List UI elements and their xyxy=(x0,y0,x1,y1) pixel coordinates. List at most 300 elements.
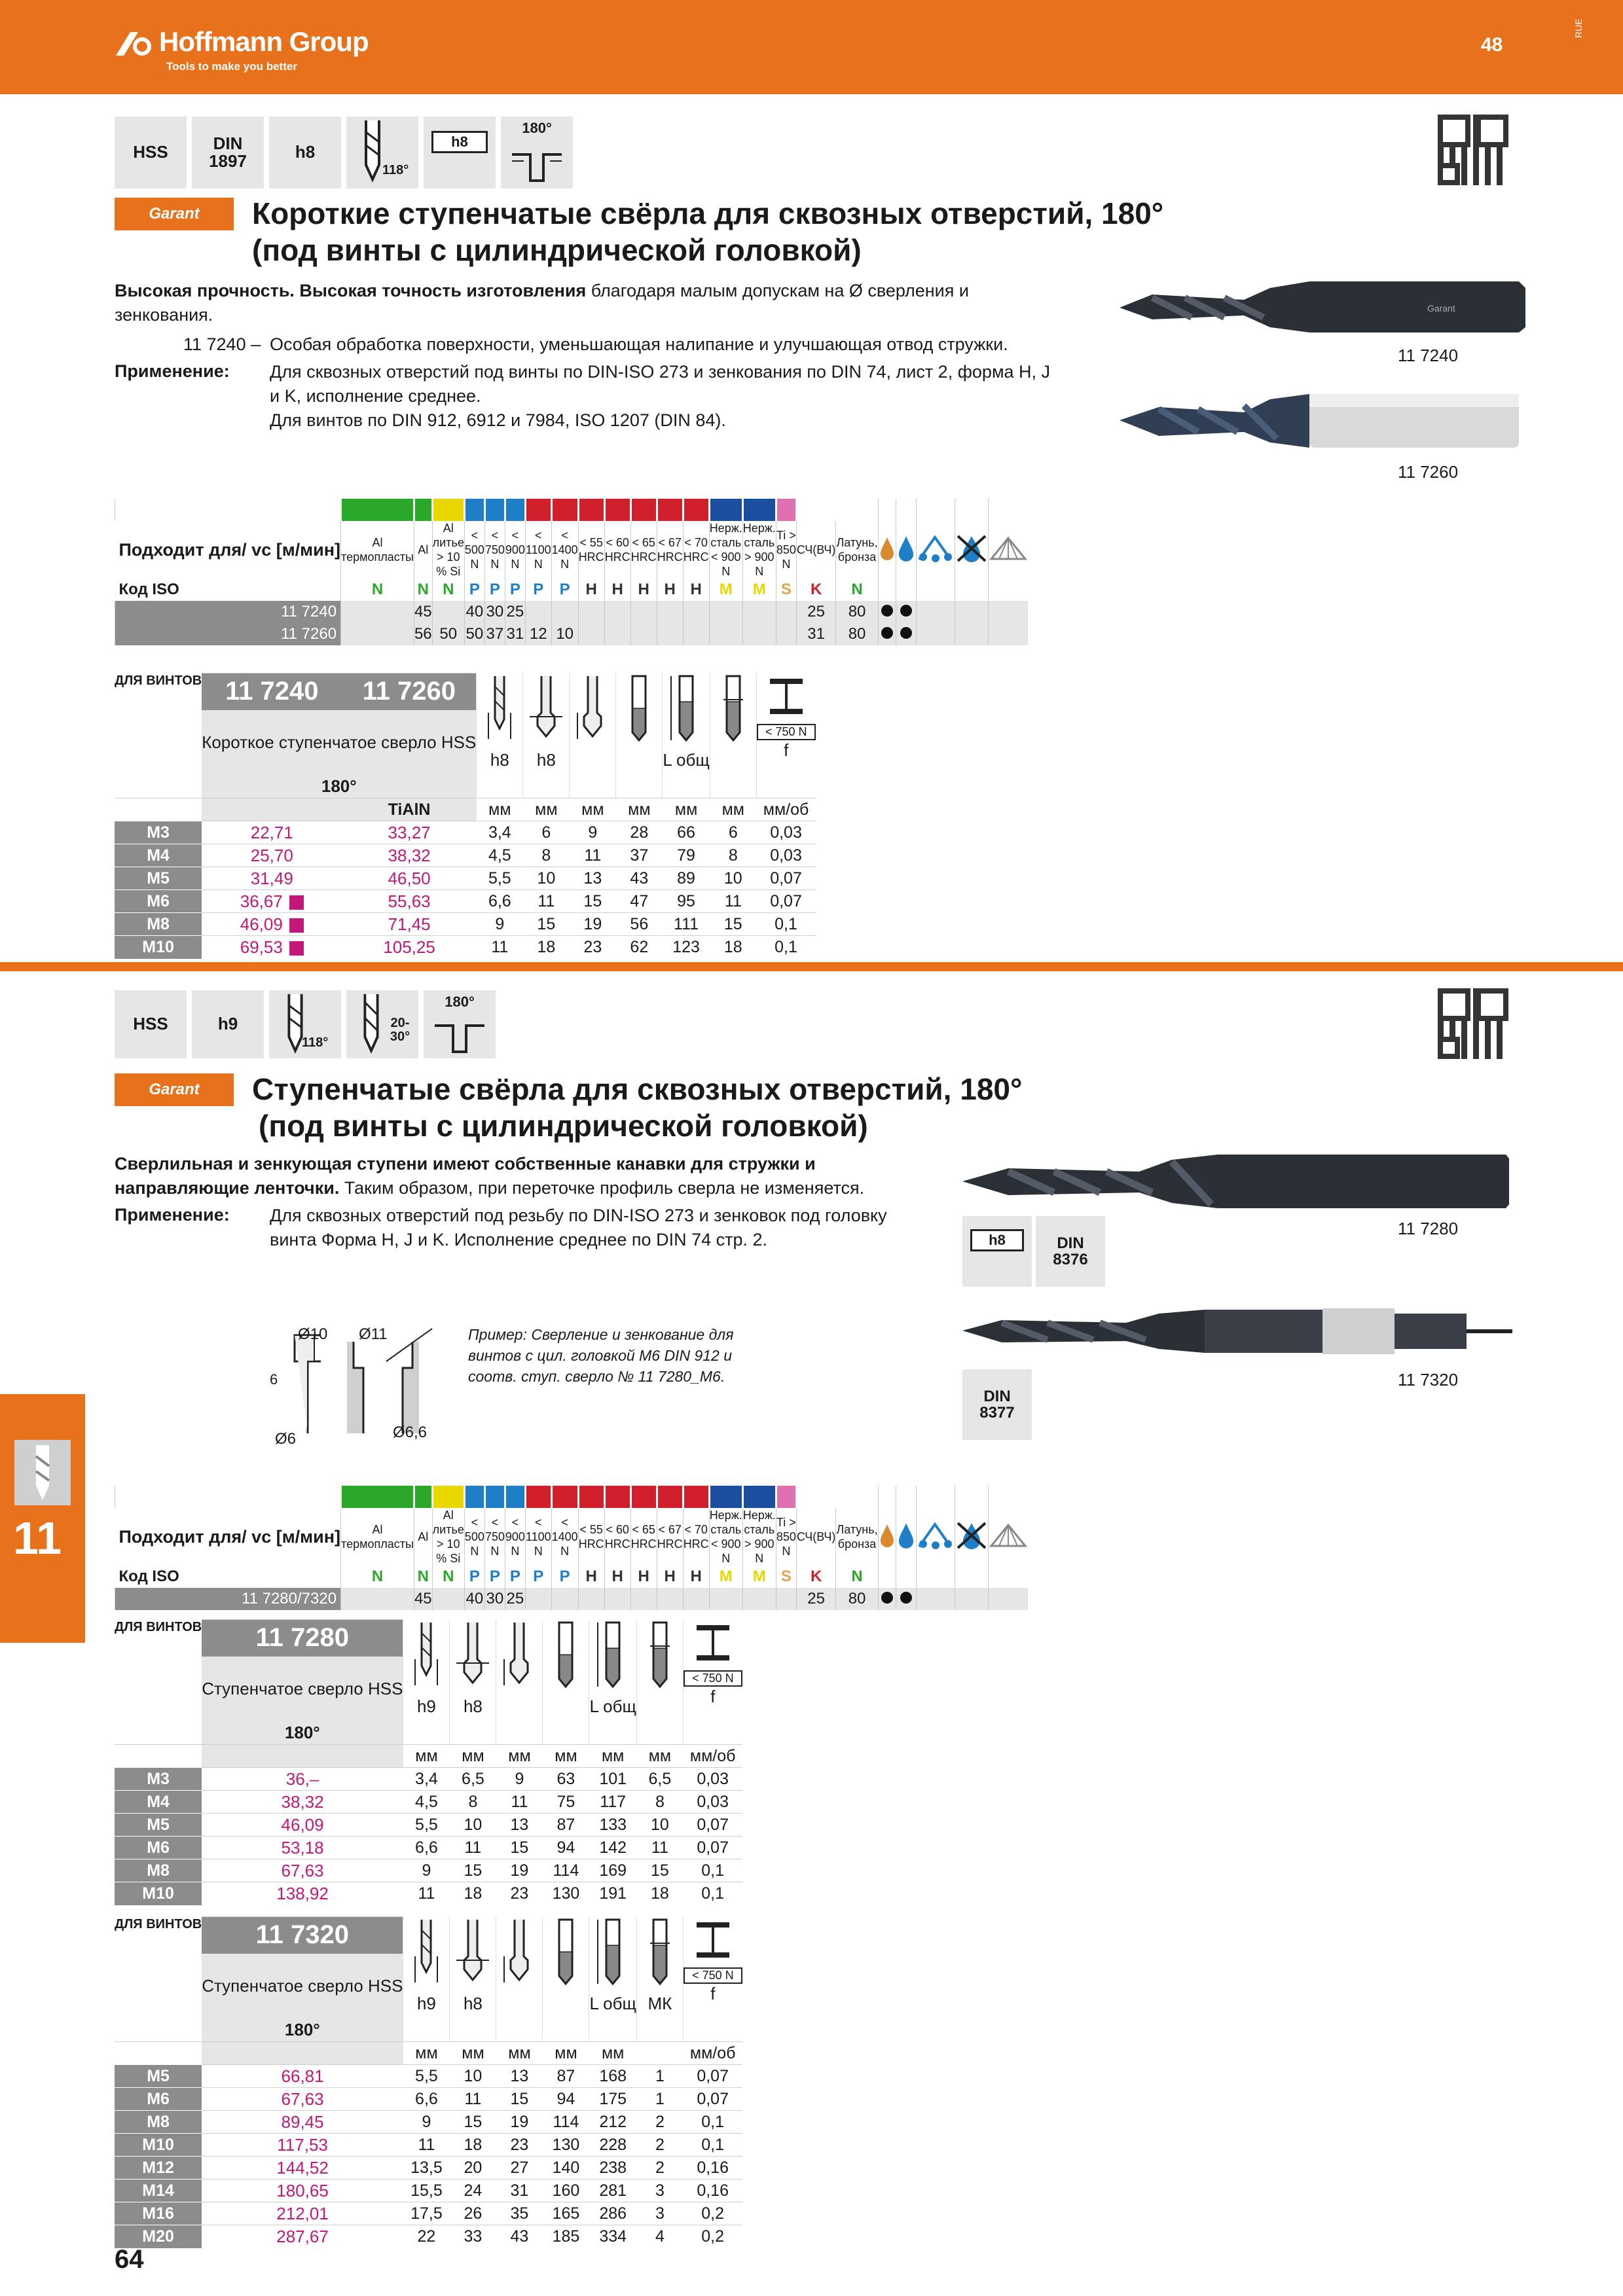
unit-0: мм xyxy=(403,2042,450,2065)
dimension-6: 0,1 xyxy=(683,2134,742,2157)
table-row[interactable] xyxy=(115,2225,742,2248)
geometry-label-0: h9 xyxy=(416,1696,436,1716)
cutting-speed-15 xyxy=(776,1588,796,1610)
dimension-1: 18 xyxy=(450,2134,496,2157)
price: 46,09 xyxy=(202,1814,403,1837)
cutting-speed-17: 80 xyxy=(836,601,878,623)
dimension-5: 18 xyxy=(710,936,756,959)
water-drop-icon xyxy=(896,521,916,579)
geometry-label-5: МК xyxy=(647,1993,672,2013)
table-row[interactable] xyxy=(115,2065,742,2088)
material-header-6: < 1100 N xyxy=(525,521,551,579)
unit-1: мм xyxy=(523,798,570,821)
dimension-5: 6 xyxy=(710,821,756,844)
cutting-speed-11 xyxy=(657,623,683,645)
steel-icon xyxy=(683,1620,742,1745)
dimension-0: 4,5 xyxy=(477,844,523,867)
steel-icon xyxy=(756,673,816,798)
point-angle-label: 118° xyxy=(382,163,409,177)
qr-code-icon[interactable] xyxy=(1438,988,1508,1059)
product-table xyxy=(115,673,816,959)
price-value: 25,70 xyxy=(250,845,293,865)
table-row[interactable] xyxy=(115,1882,742,1905)
units-row xyxy=(115,798,816,821)
material-bar-4 xyxy=(484,1486,505,1508)
cutting-speed-8 xyxy=(578,623,604,645)
price-117260: 71,45 xyxy=(342,913,476,936)
iso-code-5: P xyxy=(505,1566,525,1588)
screw-size: M10 xyxy=(115,2134,202,2157)
table-row[interactable] xyxy=(115,1768,742,1791)
unit-6: мм/об xyxy=(683,2042,742,2065)
material-bar-0 xyxy=(341,499,414,521)
dimension-5: 3 xyxy=(636,2202,683,2225)
point-angle-label: 118° xyxy=(302,1035,329,1050)
material-bar-5 xyxy=(505,499,525,521)
coolant-1 xyxy=(896,601,916,623)
dimension-0: 9 xyxy=(403,2111,450,2134)
dimension-2: 11 xyxy=(496,1791,543,1814)
dimension-1: 10 xyxy=(523,867,570,890)
iso-code-12: H xyxy=(683,579,709,601)
table-row[interactable] xyxy=(115,1791,742,1814)
material-header-10: < 65 HRC xyxy=(630,521,657,579)
unit-2: мм xyxy=(570,798,616,821)
article-cell: 11 7240 xyxy=(115,601,341,623)
step-length-icon xyxy=(496,1620,542,1692)
section2-desc-line1: Сверлильная и зенкующая ступени имеют собственные канавки для стружки и xyxy=(115,1154,816,1174)
dimension-5: 2 xyxy=(636,2111,683,2134)
step-length-icon xyxy=(496,1917,543,2042)
oil-drop-icon xyxy=(878,521,896,579)
dimension-5: 18 xyxy=(636,1882,683,1905)
steel-icon xyxy=(763,673,809,719)
water-drop-icon xyxy=(896,1508,916,1566)
product-table xyxy=(115,1619,742,1905)
iso-code-13: M xyxy=(709,1566,742,1588)
dimension-2: 11 xyxy=(570,844,616,867)
dimension-0: 9 xyxy=(403,1859,450,1882)
price: 36,– xyxy=(202,1768,403,1791)
material-header-12: < 70 HRC xyxy=(683,1508,709,1566)
section1-title-line1: Короткие ступенчатые свёрла для сквозных отверстий, 180° xyxy=(252,196,1164,230)
dimension-3: 160 xyxy=(543,2179,589,2202)
cutting-speed-9 xyxy=(604,601,630,623)
desc-line2: зенкования. xyxy=(115,305,213,325)
dimension-4: 95 xyxy=(663,890,710,913)
table-row[interactable] xyxy=(115,844,816,867)
cutting-speed-12 xyxy=(683,1588,709,1610)
iso-code-15: S xyxy=(776,1566,796,1588)
application-line3: Для винтов по DIN 912, 6912 и 7984, ISO 1207 (DIN 84). xyxy=(270,410,726,430)
table-row[interactable] xyxy=(115,1837,742,1859)
cutting-speed-10 xyxy=(630,601,657,623)
table-row[interactable] xyxy=(115,913,816,936)
total-length-icon xyxy=(589,1620,636,1745)
cutting-speed-11 xyxy=(657,1588,683,1610)
iso-row xyxy=(115,579,1028,601)
drill-diameter-icon xyxy=(403,1620,450,1745)
dimension-4: 142 xyxy=(589,1837,636,1859)
product-header-row xyxy=(115,673,816,710)
dimension-0: 5,5 xyxy=(477,867,523,890)
point-angle: 180° xyxy=(202,1722,403,1745)
dimension-3: 47 xyxy=(616,890,663,913)
iso-code-2: N xyxy=(432,579,464,601)
desc-bold: Высокая прочность. Высокая точность изготовления xyxy=(115,281,587,300)
dimension-6: 0,07 xyxy=(756,867,816,890)
table-row[interactable] xyxy=(115,936,816,959)
iso-code-7: P xyxy=(551,1566,578,1588)
dimension-0: 13,5 xyxy=(403,2157,450,2179)
oil-drop-icon xyxy=(879,1523,896,1548)
image-label-117320: 11 7320 xyxy=(1398,1370,1459,1390)
dry-cut-icon xyxy=(955,521,988,579)
coolant-2 xyxy=(916,1588,955,1610)
dimension-2: 13 xyxy=(570,867,616,890)
dimension-5: 4 xyxy=(636,2225,683,2248)
dimension-1: 11 xyxy=(523,890,570,913)
material-header-row xyxy=(115,1508,1028,1566)
material-bar-16 xyxy=(796,499,836,521)
cutting-speed-1: 56 xyxy=(414,623,432,645)
dimension-6: 0,1 xyxy=(756,936,816,959)
table-row[interactable] xyxy=(115,1814,742,1837)
section-divider xyxy=(0,962,1623,971)
dimension-1: 8 xyxy=(523,844,570,867)
flute-length-icon xyxy=(543,1917,589,2042)
dimension-1: 20 xyxy=(450,2157,496,2179)
dimension-6: 0,07 xyxy=(683,2088,742,2111)
table-row[interactable] xyxy=(115,2088,742,2111)
drill-diameter-icon xyxy=(403,1917,450,2042)
badge-hss: HSS xyxy=(115,990,187,1058)
material-bar-9 xyxy=(604,499,630,521)
dimension-2: 43 xyxy=(496,2225,543,2248)
iso-label: Код ISO xyxy=(119,1568,179,1585)
dimension-1: 24 xyxy=(450,2179,496,2202)
dimension-2: 27 xyxy=(496,2157,543,2179)
iso-code-16: K xyxy=(796,1566,836,1588)
material-bar-7 xyxy=(551,1486,578,1508)
spray-icon xyxy=(917,533,955,564)
cutting-speed-13 xyxy=(709,1588,742,1610)
cutting-speed-7: 10 xyxy=(551,623,578,645)
spray-icon xyxy=(917,1520,955,1551)
units-row xyxy=(115,2042,742,2065)
iso-code-17: N xyxy=(836,1566,878,1588)
dimension-6: 0,2 xyxy=(683,2202,742,2225)
cutting-speed-4: 30 xyxy=(484,1588,505,1610)
cutting-speed-11 xyxy=(657,601,683,623)
desc2-rest: Таким образом, при переточке профиль сверла не изменяется. xyxy=(339,1178,865,1198)
shank-diameter-icon xyxy=(636,1620,683,1745)
price: 38,32 xyxy=(202,1791,403,1814)
material-header-16: СЧ(ВЧ) xyxy=(796,521,836,579)
dimension-3: 56 xyxy=(616,913,663,936)
mist-icon xyxy=(989,1522,1028,1549)
helix-angle-badge xyxy=(346,990,418,1058)
material-header-10: < 65 HRC xyxy=(630,1508,657,1566)
dimension-3: 114 xyxy=(543,1859,589,1882)
point-angle: 180° xyxy=(202,776,477,798)
material-bar-10 xyxy=(630,1486,657,1508)
drill-image-117280 xyxy=(956,1145,1519,1217)
iso-code-15: S xyxy=(776,579,796,601)
iso-code-4: P xyxy=(484,1566,505,1588)
iso-code-6: P xyxy=(525,1566,551,1588)
geometry-label-1: h8 xyxy=(536,749,556,770)
dimension-3: 94 xyxy=(543,1837,589,1859)
dim-6: 6 xyxy=(270,1371,278,1388)
image-label-117260: 11 7260 xyxy=(1398,462,1459,482)
dimension-0: 5,5 xyxy=(403,2065,450,2088)
material-header-5: < 900 N xyxy=(505,521,525,579)
article-number: 11 7280 xyxy=(202,1620,403,1657)
coolant-3 xyxy=(955,601,988,623)
dimension-1: 15 xyxy=(450,1859,496,1882)
dimension-3: 87 xyxy=(543,2065,589,2088)
dimension-3: 94 xyxy=(543,2088,589,2111)
total-length-icon xyxy=(663,673,709,745)
material-bar-6 xyxy=(525,499,551,521)
material-bar-1 xyxy=(414,1486,432,1508)
cutting-speed-13 xyxy=(709,623,742,645)
material-bar-2 xyxy=(432,1486,464,1508)
unit-0: мм xyxy=(403,1745,450,1768)
material-bar-10 xyxy=(630,499,657,521)
iso-code-9: H xyxy=(604,1566,630,1588)
material-color-bar xyxy=(115,1486,1028,1508)
dimension-3: 114 xyxy=(543,2111,589,2134)
dimension-1: 8 xyxy=(450,1791,496,1814)
material-header-4: < 750 N xyxy=(484,1508,505,1566)
dimension-2: 13 xyxy=(496,1814,543,1837)
material-header-0: Al термопласты xyxy=(341,1508,414,1566)
dimension-5: 2 xyxy=(636,2157,683,2179)
suitable-dot xyxy=(881,1592,893,1604)
material-header-2: Al литье > 10 % Si xyxy=(432,1509,464,1565)
dimension-0: 6,6 xyxy=(403,1837,450,1859)
geometry-label-0: h8 xyxy=(490,749,509,770)
price-117260: 33,27 xyxy=(342,821,476,844)
section1-title-line2: (под винты с цилиндрической головкой) xyxy=(252,233,862,267)
geometry-label-6: f xyxy=(784,740,789,760)
dry-cut-icon xyxy=(955,1508,988,1566)
stock-marker-icon xyxy=(289,895,304,910)
cutting-speed-15 xyxy=(776,623,796,645)
table-row[interactable] xyxy=(115,2179,742,2202)
application-line2: и K, исполнение среднее. xyxy=(270,386,481,406)
material-header-9: < 60 HRC xyxy=(604,1508,630,1566)
table-row[interactable] xyxy=(115,890,816,913)
dimension-1: 15 xyxy=(523,913,570,936)
flute-length-icon xyxy=(543,1620,589,1745)
material-header-3: < 500 N xyxy=(464,521,484,579)
spray-icon xyxy=(916,521,955,579)
material-header-13: Нерж. сталь < 900 N xyxy=(709,1509,742,1565)
coolant-2 xyxy=(916,623,955,645)
cutting-speed-15 xyxy=(776,601,796,623)
table-row[interactable] xyxy=(115,2111,742,2134)
geometry-label-4: L общ xyxy=(663,749,710,770)
table-row[interactable] xyxy=(115,1859,742,1882)
coolant-3 xyxy=(955,623,988,645)
dimension-3: 185 xyxy=(543,2225,589,2248)
badge-hss: HSS xyxy=(115,117,187,188)
table-row[interactable] xyxy=(115,2157,742,2179)
coolant-4 xyxy=(988,623,1028,645)
dimension-1: 26 xyxy=(450,2202,496,2225)
screw-size: M10 xyxy=(115,936,202,959)
dimension-5: 11 xyxy=(636,1837,683,1859)
dimension-1: 11 xyxy=(450,1837,496,1859)
iso-code-10: H xyxy=(630,579,657,601)
iso-code-0: N xyxy=(341,1566,414,1588)
badge-din-8377: DIN 8377 xyxy=(962,1369,1032,1440)
price-117240 xyxy=(202,913,342,936)
material-header-0: Al термопласты xyxy=(341,521,414,579)
dimension-0: 11 xyxy=(403,2134,450,2157)
price: 117,53 xyxy=(202,2134,403,2157)
price: 53,18 xyxy=(202,1837,403,1859)
iso-code-12: H xyxy=(683,1566,709,1588)
material-header-17: Латунь, бронза xyxy=(836,1508,878,1566)
dimension-2: 9 xyxy=(496,1768,543,1791)
price-117260: 105,25 xyxy=(342,936,476,959)
suitable-dot xyxy=(900,1592,912,1604)
unit-3: мм xyxy=(616,798,663,821)
drill-diameter-icon xyxy=(477,673,523,798)
dimension-3: 87 xyxy=(543,1814,589,1837)
dimension-5: 10 xyxy=(710,867,756,890)
dimension-4: 101 xyxy=(589,1768,636,1791)
material-header-11: < 67 HRC xyxy=(657,521,683,579)
price-value: 69,53 xyxy=(240,937,283,957)
drill-image-117240 xyxy=(1113,262,1532,360)
material-header-8: < 55 HRC xyxy=(578,1508,604,1566)
dim-d6: Ø6 xyxy=(275,1430,297,1448)
drill-diameter-icon xyxy=(477,673,522,745)
dimension-0: 17,5 xyxy=(403,2202,450,2225)
cutting-speed-3: 40 xyxy=(464,601,484,623)
dimension-4: 191 xyxy=(589,1882,636,1905)
screw-size: M5 xyxy=(115,867,202,890)
image-label-117240: 11 7240 xyxy=(1398,346,1459,365)
dimension-4: 79 xyxy=(663,844,710,867)
units-row xyxy=(115,1745,742,1768)
cutting-speed-16: 25 xyxy=(796,1588,836,1610)
dimension-1: 10 xyxy=(450,2065,496,2088)
coolant-0 xyxy=(878,601,896,623)
cutting-speed-2 xyxy=(432,601,464,623)
screw-size: M3 xyxy=(115,1768,202,1791)
article-cell: 11 7260 xyxy=(115,623,341,645)
dimension-3: 63 xyxy=(543,1768,589,1791)
step-length-icon xyxy=(496,1917,542,1989)
material-row-label: Подходит для/ vc [м/мин] xyxy=(119,540,341,560)
dimension-0: 3,4 xyxy=(403,1768,450,1791)
material-header-16: СЧ(ВЧ) xyxy=(796,1508,836,1566)
cutting-speed-12 xyxy=(683,601,709,623)
material-row xyxy=(115,601,1028,623)
product-header-row xyxy=(115,1620,742,1657)
dimension-1: 18 xyxy=(523,936,570,959)
material-header-1: Al xyxy=(414,1508,432,1566)
screw-size: M8 xyxy=(115,2111,202,2134)
material-bar-3 xyxy=(464,1486,484,1508)
material-bar-3 xyxy=(464,499,484,521)
dimension-2: 19 xyxy=(496,1859,543,1882)
table-row[interactable] xyxy=(115,2134,742,2157)
dimension-6: 0,03 xyxy=(756,821,816,844)
material-bar-15 xyxy=(776,1486,796,1508)
geometry-label-6: f xyxy=(710,1983,716,2003)
desc2-bold: направляющие ленточки. xyxy=(115,1178,340,1198)
material-header-17: Латунь, бронза xyxy=(836,521,878,579)
cutting-speed-12 xyxy=(683,623,709,645)
dimension-5: 10 xyxy=(636,1814,683,1837)
cutting-speed-4: 30 xyxy=(484,601,505,623)
chapter-number: 11 xyxy=(13,1513,62,1564)
material-bar-5 xyxy=(505,1486,525,1508)
price: 138,92 xyxy=(202,1882,403,1905)
dimension-6: 0,16 xyxy=(683,2157,742,2179)
countersink-angle: 180° xyxy=(445,994,475,1010)
price: 67,63 xyxy=(202,1859,403,1882)
price-117260: 55,63 xyxy=(342,890,476,913)
step-length-icon xyxy=(570,673,616,798)
screw-size: M6 xyxy=(115,1837,202,1859)
dimension-4: 89 xyxy=(663,867,710,890)
dimension-4: 123 xyxy=(663,936,710,959)
material-bar-9 xyxy=(604,1486,630,1508)
dimension-1: 6,5 xyxy=(450,1768,496,1791)
material-header-7: < 1400 N xyxy=(551,1508,578,1566)
water-drop-icon xyxy=(896,535,916,562)
counterbore-diameter-icon xyxy=(450,1917,496,2042)
dim-d11: Ø11 xyxy=(359,1325,388,1343)
dry-cut-icon xyxy=(955,533,988,564)
dimension-0: 11 xyxy=(477,936,523,959)
table-row[interactable] xyxy=(115,867,816,890)
table-row[interactable] xyxy=(115,2202,742,2225)
cutting-speed-6 xyxy=(525,1588,551,1610)
dimension-2: 23 xyxy=(496,1882,543,1905)
qr-code-icon[interactable] xyxy=(1438,115,1508,185)
table-row[interactable] xyxy=(115,821,816,844)
dimension-2: 35 xyxy=(496,2202,543,2225)
suitable-dot xyxy=(900,605,912,617)
material-header-3: < 500 N xyxy=(464,1508,484,1566)
article-number: 11 7320 xyxy=(202,1917,403,1954)
total-length-icon xyxy=(590,1620,636,1692)
dimension-5: 6,5 xyxy=(636,1768,683,1791)
iso-code-3: P xyxy=(464,1566,484,1588)
cutting-speed-10 xyxy=(630,1588,657,1610)
geometry-label-4: L общ xyxy=(589,1696,636,1716)
dimension-0: 6,6 xyxy=(403,2088,450,2111)
garant-badge: Garant xyxy=(115,1073,234,1106)
section2-title-line1: Ступенчатые свёрла для сквозных отверстий, 180° xyxy=(252,1072,1023,1106)
iso-code-14: M xyxy=(742,579,776,601)
countersink-badge xyxy=(424,990,496,1058)
dimension-4: 286 xyxy=(589,2202,636,2225)
dimension-1: 33 xyxy=(450,2225,496,2248)
material-header-6: < 1100 N xyxy=(525,1508,551,1566)
material-bar-13 xyxy=(709,1486,742,1508)
dimension-1: 18 xyxy=(450,1882,496,1905)
